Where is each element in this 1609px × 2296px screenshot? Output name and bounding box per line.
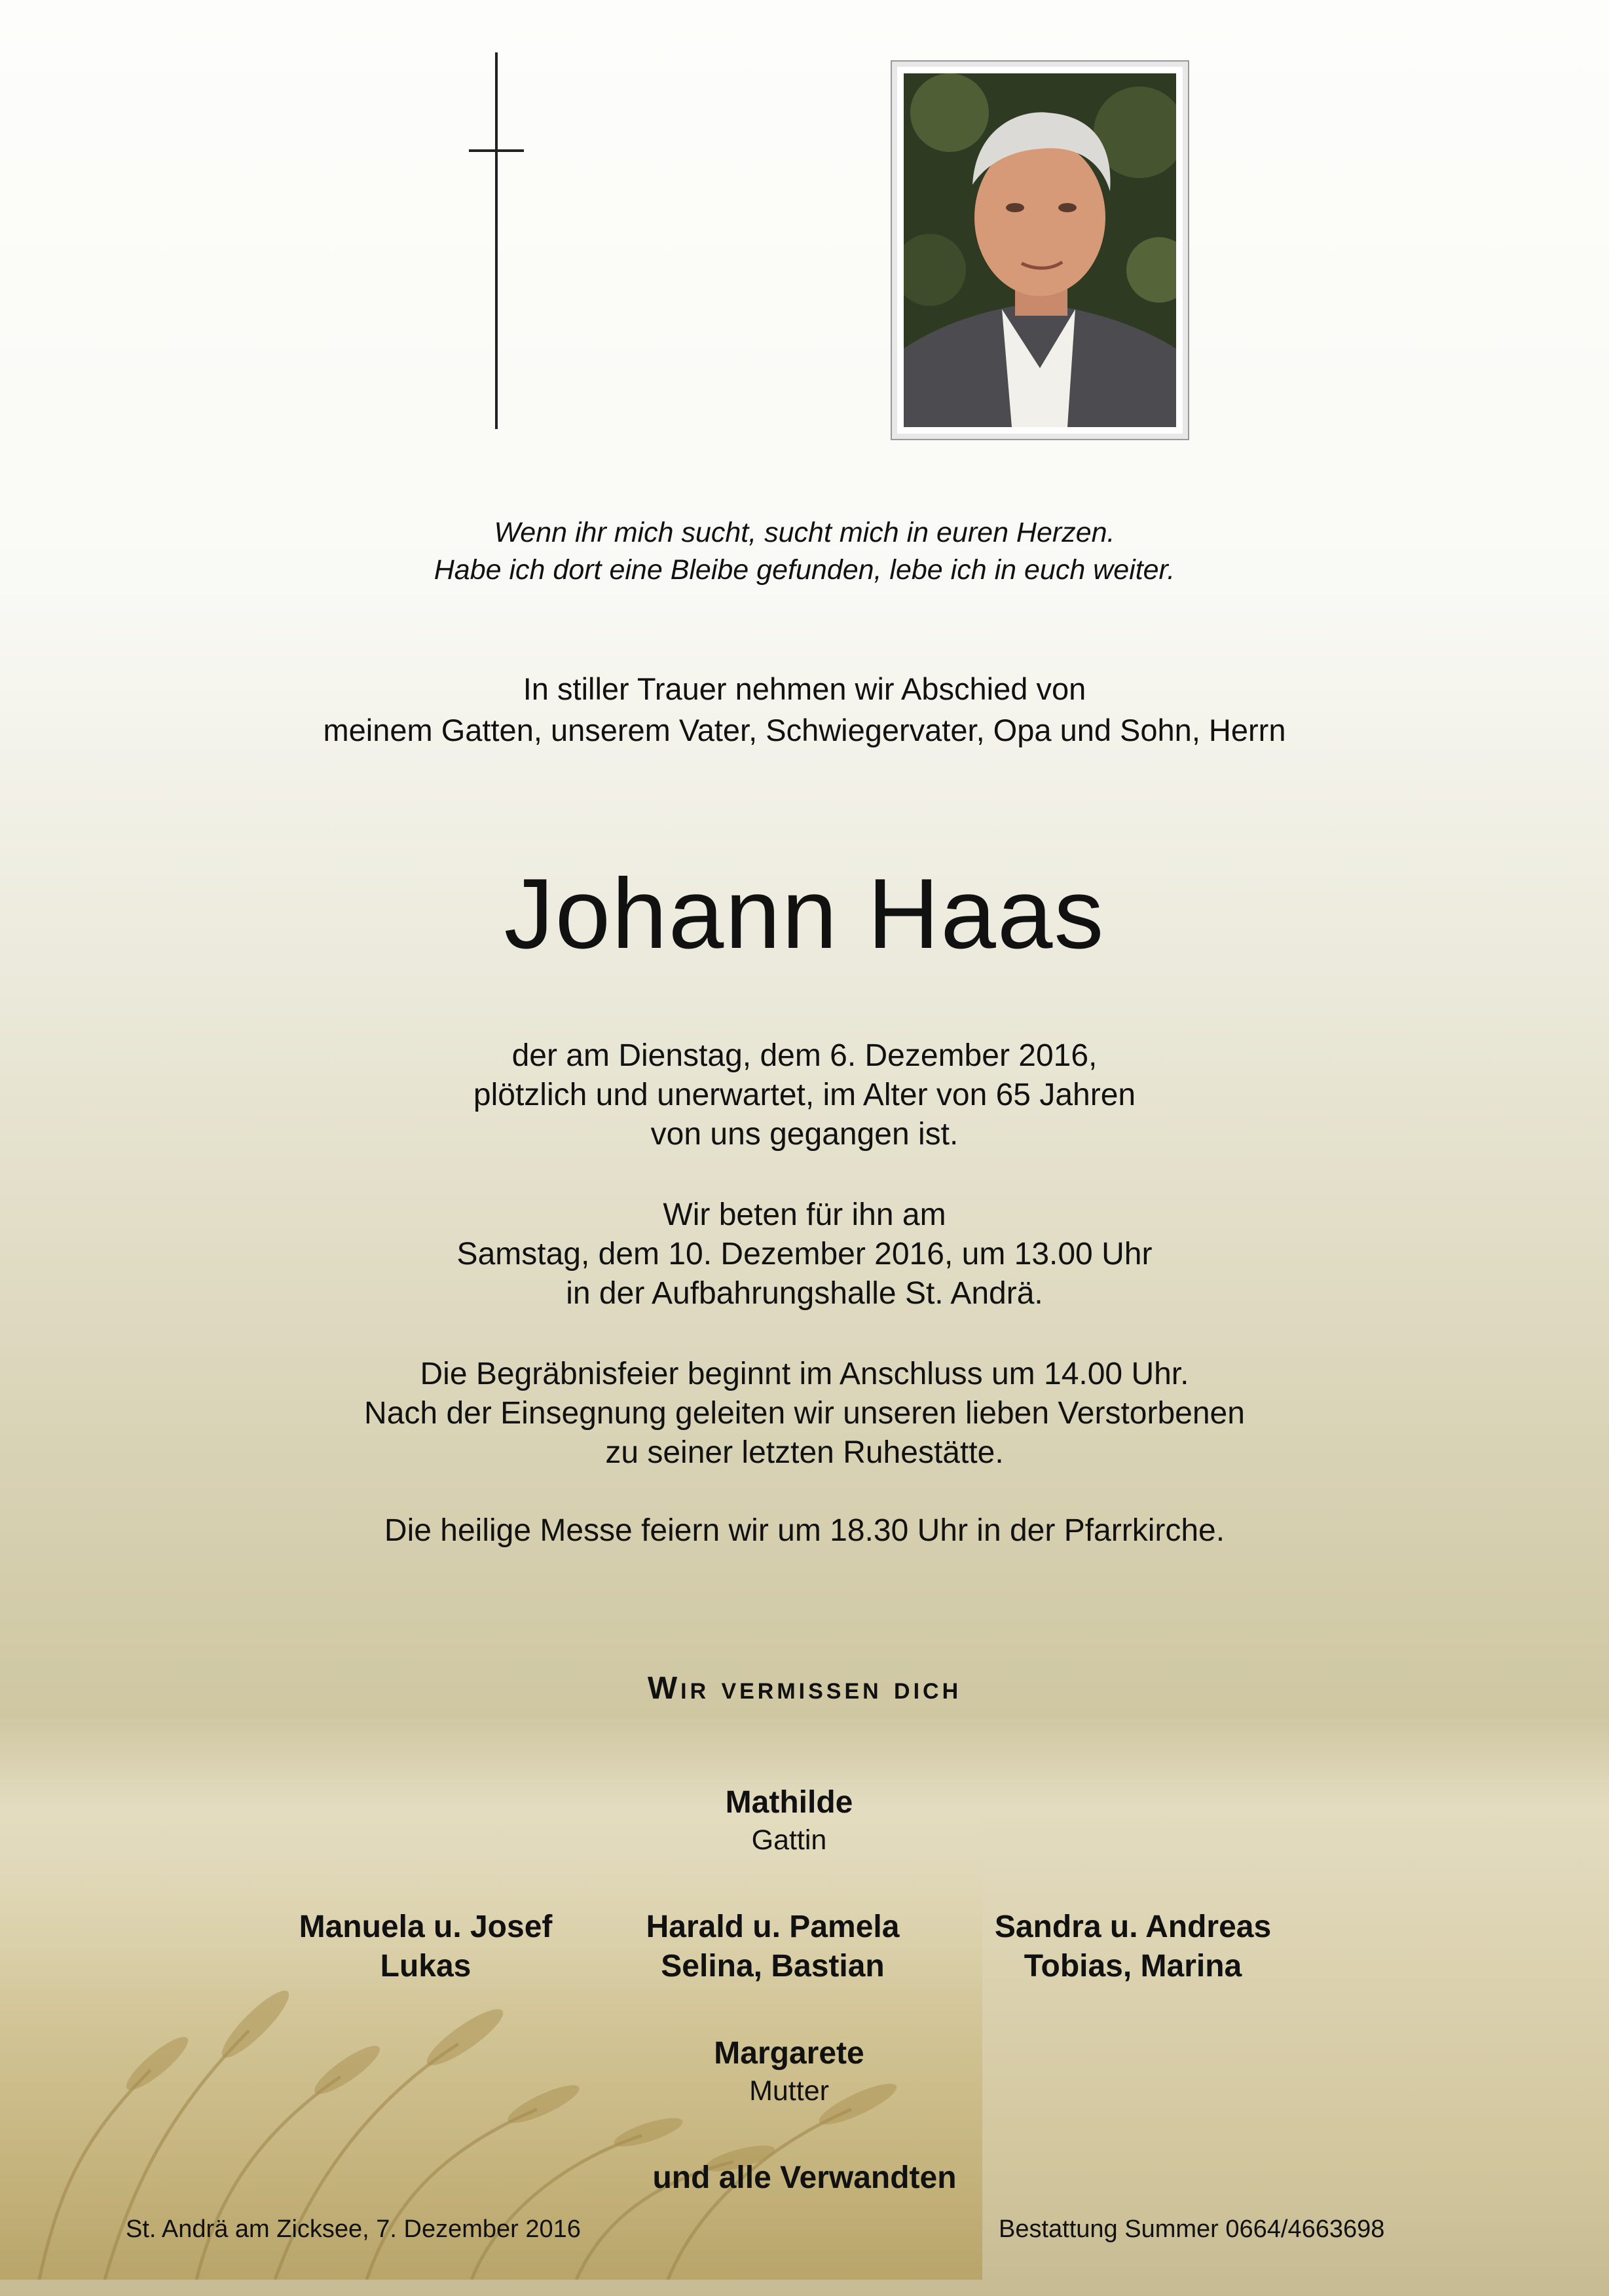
mourner-relatives: und alle Verwandten	[652, 2160, 957, 2195]
death-notice	[0, 1036, 1609, 1154]
intro-line-1: In stiller Trauer nehmen wir Abschied von	[523, 671, 1086, 706]
deceased-name: Johann Haas	[504, 858, 1105, 969]
footer-place-date: St. Andrä am Zicksee, 7. Dezember 2016	[126, 2215, 581, 2243]
funeral-line-1: Die Begräbnisfeier beginnt im Anschluss um 14.00 Uhr.	[420, 1357, 1189, 1391]
prayer-line-2: Samstag, dem 10. Dezember 2016, um 13.00 Uhr	[456, 1237, 1153, 1271]
footer-undertaker: Bestattung Summer 0664/4663698	[999, 2215, 1385, 2243]
intro-line-2: meinem Gatten, unserem Vater, Schwiegervater, Opa und Sohn, Herrn	[323, 713, 1286, 747]
mourner-child-1-line-1: Manuela u. Josef	[299, 1910, 553, 1944]
death-notice-line-2: plötzlich und unerwartet, im Alter von 65 Jahren	[473, 1078, 1136, 1112]
mourner-child-1	[249, 1908, 602, 1986]
death-notice-line-3: von uns gegangen ist.	[650, 1117, 959, 1152]
mourner-child-2-line-2: Selina, Bastian	[661, 1949, 885, 1984]
quote-line-1: Wenn ihr mich sucht, sucht mich in euren Herzen.	[494, 517, 1115, 548]
mourner-mother-role: Mutter	[749, 2075, 829, 2107]
mourner-mother	[658, 2034, 920, 2109]
mourner-mother-name: Margarete	[714, 2036, 864, 2071]
mourners-heading: Wir vermissen dich	[647, 1671, 962, 1706]
quote-line-2: Habe ich dort eine Bleibe gefunden, lebe ich in euch weiter.	[434, 554, 1175, 586]
portrait-photo	[904, 73, 1176, 427]
prayer-line-1: Wir beten für ihn am	[663, 1197, 946, 1232]
mourner-child-1-line-2: Lukas	[380, 1949, 472, 1984]
mourner-child-2	[596, 1908, 950, 1986]
mourner-child-3	[950, 1908, 1316, 1986]
prayer-notice	[0, 1195, 1609, 1313]
mourner-spouse	[658, 1783, 920, 1858]
funeral-line-3: zu seiner letzten Ruhestätte.	[605, 1435, 1004, 1470]
quote	[0, 514, 1609, 589]
funeral-notice	[0, 1355, 1609, 1473]
funeral-line-2: Nach der Einsegnung geleiten wir unseren lieben Verstorbenen	[364, 1396, 1245, 1431]
mass-notice: Die heilige Messe feiern wir um 18.30 Uhr in der Pfarrkirche.	[384, 1513, 1225, 1548]
mourner-child-3-line-1: Sandra u. Andreas	[994, 1910, 1272, 1944]
mourner-spouse-role: Gattin	[751, 1824, 827, 1856]
mourner-child-3-line-2: Tobias, Marina	[1024, 1949, 1242, 1984]
mourner-child-2-line-1: Harald u. Pamela	[646, 1910, 900, 1944]
prayer-line-3: in der Aufbahrungshalle St. Andrä.	[566, 1276, 1043, 1311]
death-notice-line-1: der am Dienstag, dem 6. Dezember 2016,	[511, 1038, 1098, 1073]
mourner-spouse-name: Mathilde	[725, 1785, 853, 1820]
portrait-frame	[891, 60, 1189, 440]
intro-text	[0, 668, 1609, 751]
